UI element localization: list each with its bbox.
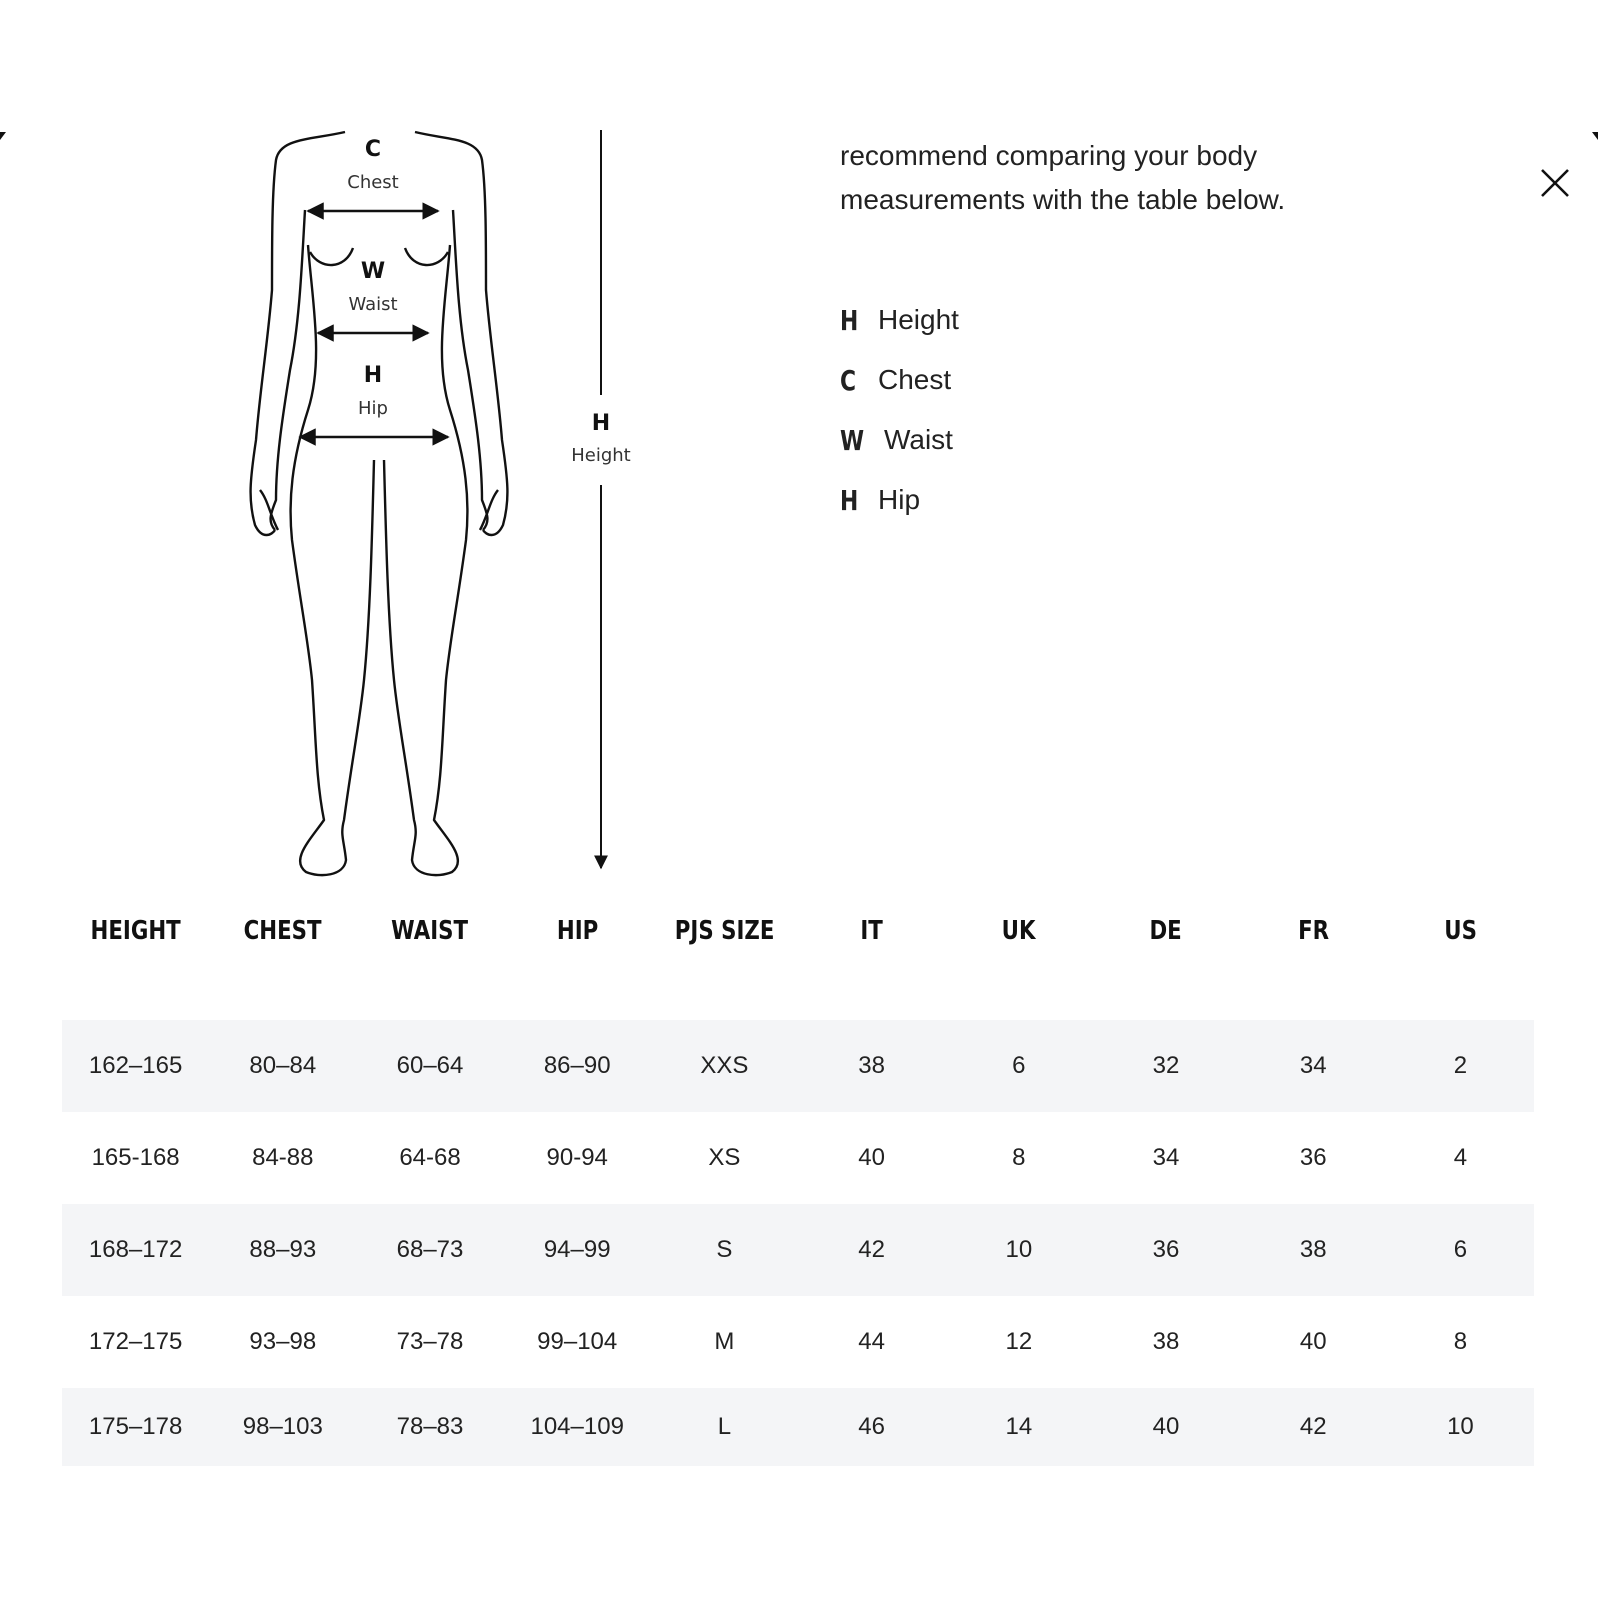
- table-cell: 175–178: [88, 1413, 183, 1440]
- table-cell: 60–64: [396, 1052, 464, 1079]
- body-outline: [251, 132, 508, 875]
- column-header: WAIST: [391, 916, 469, 946]
- table-cell: 14: [1005, 1413, 1033, 1440]
- table-cell: 8: [1012, 1144, 1026, 1171]
- table-cell: 32: [1152, 1052, 1180, 1079]
- table-body: [62, 1020, 1534, 1466]
- legend-label: Height: [878, 304, 959, 335]
- legend-item-chest: [840, 350, 959, 410]
- table-cell: 10: [1005, 1236, 1033, 1263]
- waist-letter: W: [360, 259, 386, 284]
- column-header: HEIGHT: [90, 916, 181, 946]
- legend-item-hip: [840, 470, 959, 530]
- table-cell: 99–104: [537, 1328, 618, 1355]
- table-cell: 93–98: [249, 1328, 317, 1355]
- legend-letter: W: [840, 423, 865, 457]
- modal-corner-right: [1592, 132, 1598, 140]
- table-cell: 98–103: [242, 1413, 323, 1440]
- legend-item-height: [840, 290, 959, 350]
- table-cell: 10: [1447, 1413, 1474, 1440]
- modal-corner-left: [0, 132, 6, 140]
- table-cell: 8: [1453, 1328, 1468, 1355]
- table-cell: 34: [1299, 1052, 1327, 1079]
- table-cell: L: [717, 1413, 732, 1440]
- table-cell: 165-168: [91, 1144, 180, 1171]
- legend-item-waist: [840, 410, 959, 470]
- table-cell: 94–99: [543, 1236, 611, 1263]
- table-cell: 12: [1005, 1328, 1033, 1355]
- table-cell: 40: [1152, 1413, 1180, 1440]
- intro-text: recommend comparing your body measurements with the table below.: [840, 140, 1286, 215]
- size-table: [62, 900, 1534, 1466]
- table-cell: 2: [1453, 1052, 1468, 1079]
- table-cell: 78–83: [396, 1413, 464, 1440]
- table-cell: 104–109: [530, 1413, 624, 1440]
- table-header-row: [62, 900, 1534, 962]
- legend-label: Hip: [878, 484, 921, 515]
- table-cell: 64-68: [399, 1144, 461, 1171]
- table-cell: 40: [1299, 1328, 1327, 1355]
- column-header: HIP: [556, 916, 598, 946]
- column-header: FR: [1297, 916, 1329, 946]
- table-row: [62, 1020, 1534, 1112]
- table-cell: 38: [1299, 1236, 1327, 1263]
- table-cell: 162–165: [88, 1052, 183, 1079]
- table-cell: S: [716, 1236, 733, 1263]
- height-letter: H: [591, 411, 611, 436]
- table-cell: 44: [858, 1328, 885, 1355]
- table-cell: 38: [1152, 1328, 1180, 1355]
- waist-label: Waist: [348, 294, 398, 315]
- table-cell: 4: [1453, 1144, 1468, 1171]
- table-cell: 90-94: [546, 1144, 608, 1171]
- hip-label: Hip: [358, 398, 388, 419]
- close-button[interactable]: [1538, 166, 1572, 200]
- table-cell: 42: [1299, 1413, 1327, 1440]
- table-cell: 6: [1453, 1236, 1468, 1263]
- table-cell: 36: [1299, 1144, 1327, 1171]
- body-measurement-diagram: [220, 120, 680, 900]
- legend-letter: H: [840, 303, 859, 337]
- chest-letter: C: [364, 137, 382, 162]
- table-cell: 46: [858, 1413, 885, 1440]
- column-header: CHEST: [243, 916, 322, 946]
- table-cell: 168–172: [88, 1236, 183, 1263]
- legend-label: Chest: [878, 364, 952, 395]
- table-cell: XXS: [700, 1052, 749, 1079]
- column-header: PJS SIZE: [674, 916, 775, 946]
- table-row: [62, 1296, 1534, 1388]
- legend-label: Waist: [884, 424, 953, 455]
- height-label: Height: [571, 445, 631, 466]
- table-row: [62, 1112, 1534, 1204]
- table-cell: XS: [708, 1144, 741, 1171]
- column-header: US: [1444, 916, 1477, 946]
- table-cell: 172–175: [88, 1328, 183, 1355]
- table-cell: 6: [1012, 1052, 1026, 1079]
- table-cell: 84-88: [252, 1144, 314, 1171]
- table-cell: 42: [858, 1236, 885, 1263]
- legend-letter: C: [840, 363, 857, 397]
- chest-label: Chest: [347, 172, 399, 193]
- hip-letter: H: [363, 363, 383, 388]
- legend-letter: H: [840, 483, 859, 517]
- column-header: IT: [860, 916, 883, 946]
- table-cell: 86–90: [543, 1052, 611, 1079]
- table-cell: 36: [1152, 1236, 1180, 1263]
- table-cell: 38: [858, 1052, 885, 1079]
- table-row: [62, 1388, 1534, 1466]
- table-cell: 68–73: [396, 1236, 464, 1263]
- table-row: [62, 1204, 1534, 1296]
- column-header: DE: [1149, 916, 1183, 946]
- table-cell: 34: [1152, 1144, 1180, 1171]
- column-header: UK: [1001, 916, 1036, 946]
- close-icon: [1538, 166, 1572, 200]
- table-cell: 40: [858, 1144, 885, 1171]
- table-cell: 73–78: [396, 1328, 464, 1355]
- table-cell: M: [714, 1328, 735, 1355]
- table-cell: 80–84: [249, 1052, 317, 1079]
- measurement-legend: [840, 290, 959, 530]
- table-cell: 88–93: [249, 1236, 317, 1263]
